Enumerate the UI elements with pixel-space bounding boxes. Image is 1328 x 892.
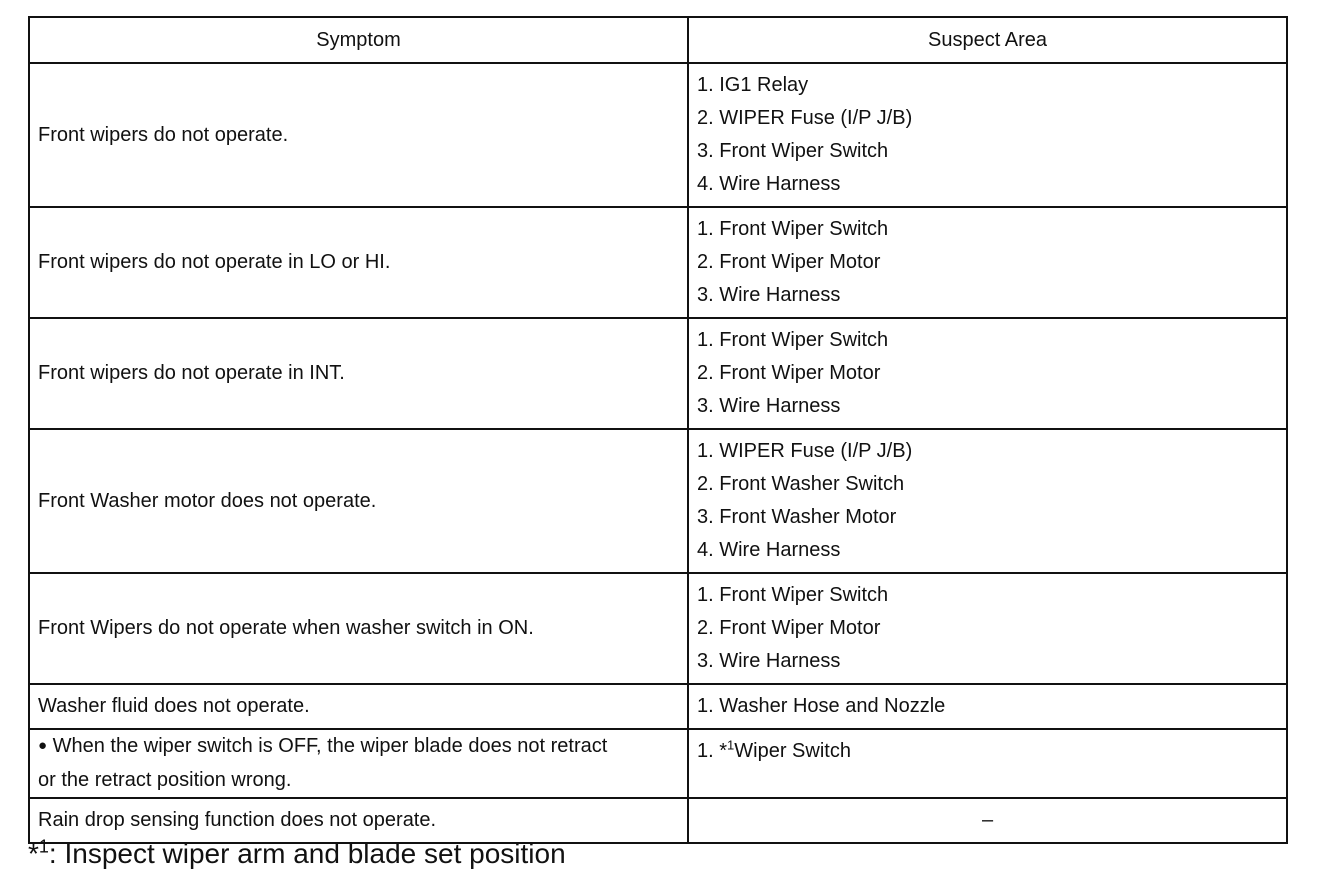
table-row — [29, 207, 1287, 318]
suspect-item: 4. Wire Harness — [697, 539, 841, 561]
troubleshooting-table — [28, 16, 1288, 844]
footnote-mark: * — [28, 838, 39, 869]
symptom-line — [38, 730, 679, 764]
suspect-cell — [688, 318, 1287, 429]
footnote — [28, 836, 566, 872]
table-header-row — [29, 17, 1287, 63]
symptom-cell: Front wipers do not operate in LO or HI. — [29, 207, 688, 318]
suspect-cell — [688, 729, 1287, 798]
symptom-line: or the retract position wrong. — [38, 769, 292, 791]
suspect-cell — [688, 573, 1287, 684]
suspect-item: 2. WIPER Fuse (I/P J/B) — [697, 107, 913, 129]
suspect-cell — [688, 429, 1287, 573]
suspect-cell — [688, 207, 1287, 318]
suspect-item: 1. Front Wiper Switch — [697, 329, 889, 351]
suspect-item: 2. Front Wiper Motor — [697, 617, 881, 639]
suspect-item: 3. Wire Harness — [697, 650, 841, 672]
table-row — [29, 63, 1287, 207]
footnote-number: 1 — [38, 836, 49, 857]
footnote-text: : Inspect wiper arm and blade set position — [48, 838, 566, 869]
table-row — [29, 684, 1287, 729]
suspect-item: 2. Front Wiper Motor — [697, 251, 881, 273]
suspect-item: 2. Front Wiper Motor — [697, 362, 881, 384]
suspect-item: 3. Front Wiper Switch — [697, 140, 889, 162]
table-row — [29, 573, 1287, 684]
suspect-item: 2. Front Washer Switch — [697, 473, 905, 495]
suspect-item: 1. Washer Hose and Nozzle — [697, 695, 946, 717]
suspect-item: 1. IG1 Relay — [697, 74, 809, 96]
table-row — [29, 429, 1287, 573]
symptom-text: When the wiper switch is OFF, the wiper blade does not retract — [52, 735, 608, 757]
suspect-prefix: 1. * — [697, 740, 728, 762]
table-row — [29, 729, 1287, 798]
symptom-cell: Front wipers do not operate in INT. — [29, 318, 688, 429]
header-symptom: Symptom — [29, 17, 688, 63]
symptom-cell: Front wipers do not operate. — [29, 63, 688, 207]
suspect-item: 4. Wire Harness — [697, 173, 841, 195]
symptom-cell: Front Wipers do not operate when washer switch in ON. — [29, 573, 688, 684]
suspect-item: 1. Front Wiper Switch — [697, 218, 889, 240]
suspect-item: 3. Wire Harness — [697, 395, 841, 417]
suspect-item — [697, 735, 1278, 768]
suspect-item: 1. Front Wiper Switch — [697, 584, 889, 606]
bullet-icon: ● — [38, 737, 48, 754]
suspect-cell: – — [688, 798, 1287, 843]
suspect-item: 3. Front Washer Motor — [697, 506, 897, 528]
suspect-text: Wiper Switch — [734, 740, 851, 762]
symptom-cell — [29, 729, 688, 798]
symptom-cell: Rain drop sensing function does not operate. — [29, 798, 688, 843]
table-row — [29, 318, 1287, 429]
symptom-cell: Front Washer motor does not operate. — [29, 429, 688, 573]
header-suspect-area: Suspect Area — [688, 17, 1287, 63]
suspect-item: 1. WIPER Fuse (I/P J/B) — [697, 440, 913, 462]
footnote-reference: 1 — [727, 737, 735, 753]
suspect-cell — [688, 63, 1287, 207]
symptom-cell: Washer fluid does not operate. — [29, 684, 688, 729]
suspect-cell — [688, 684, 1287, 729]
suspect-item: 3. Wire Harness — [697, 284, 841, 306]
